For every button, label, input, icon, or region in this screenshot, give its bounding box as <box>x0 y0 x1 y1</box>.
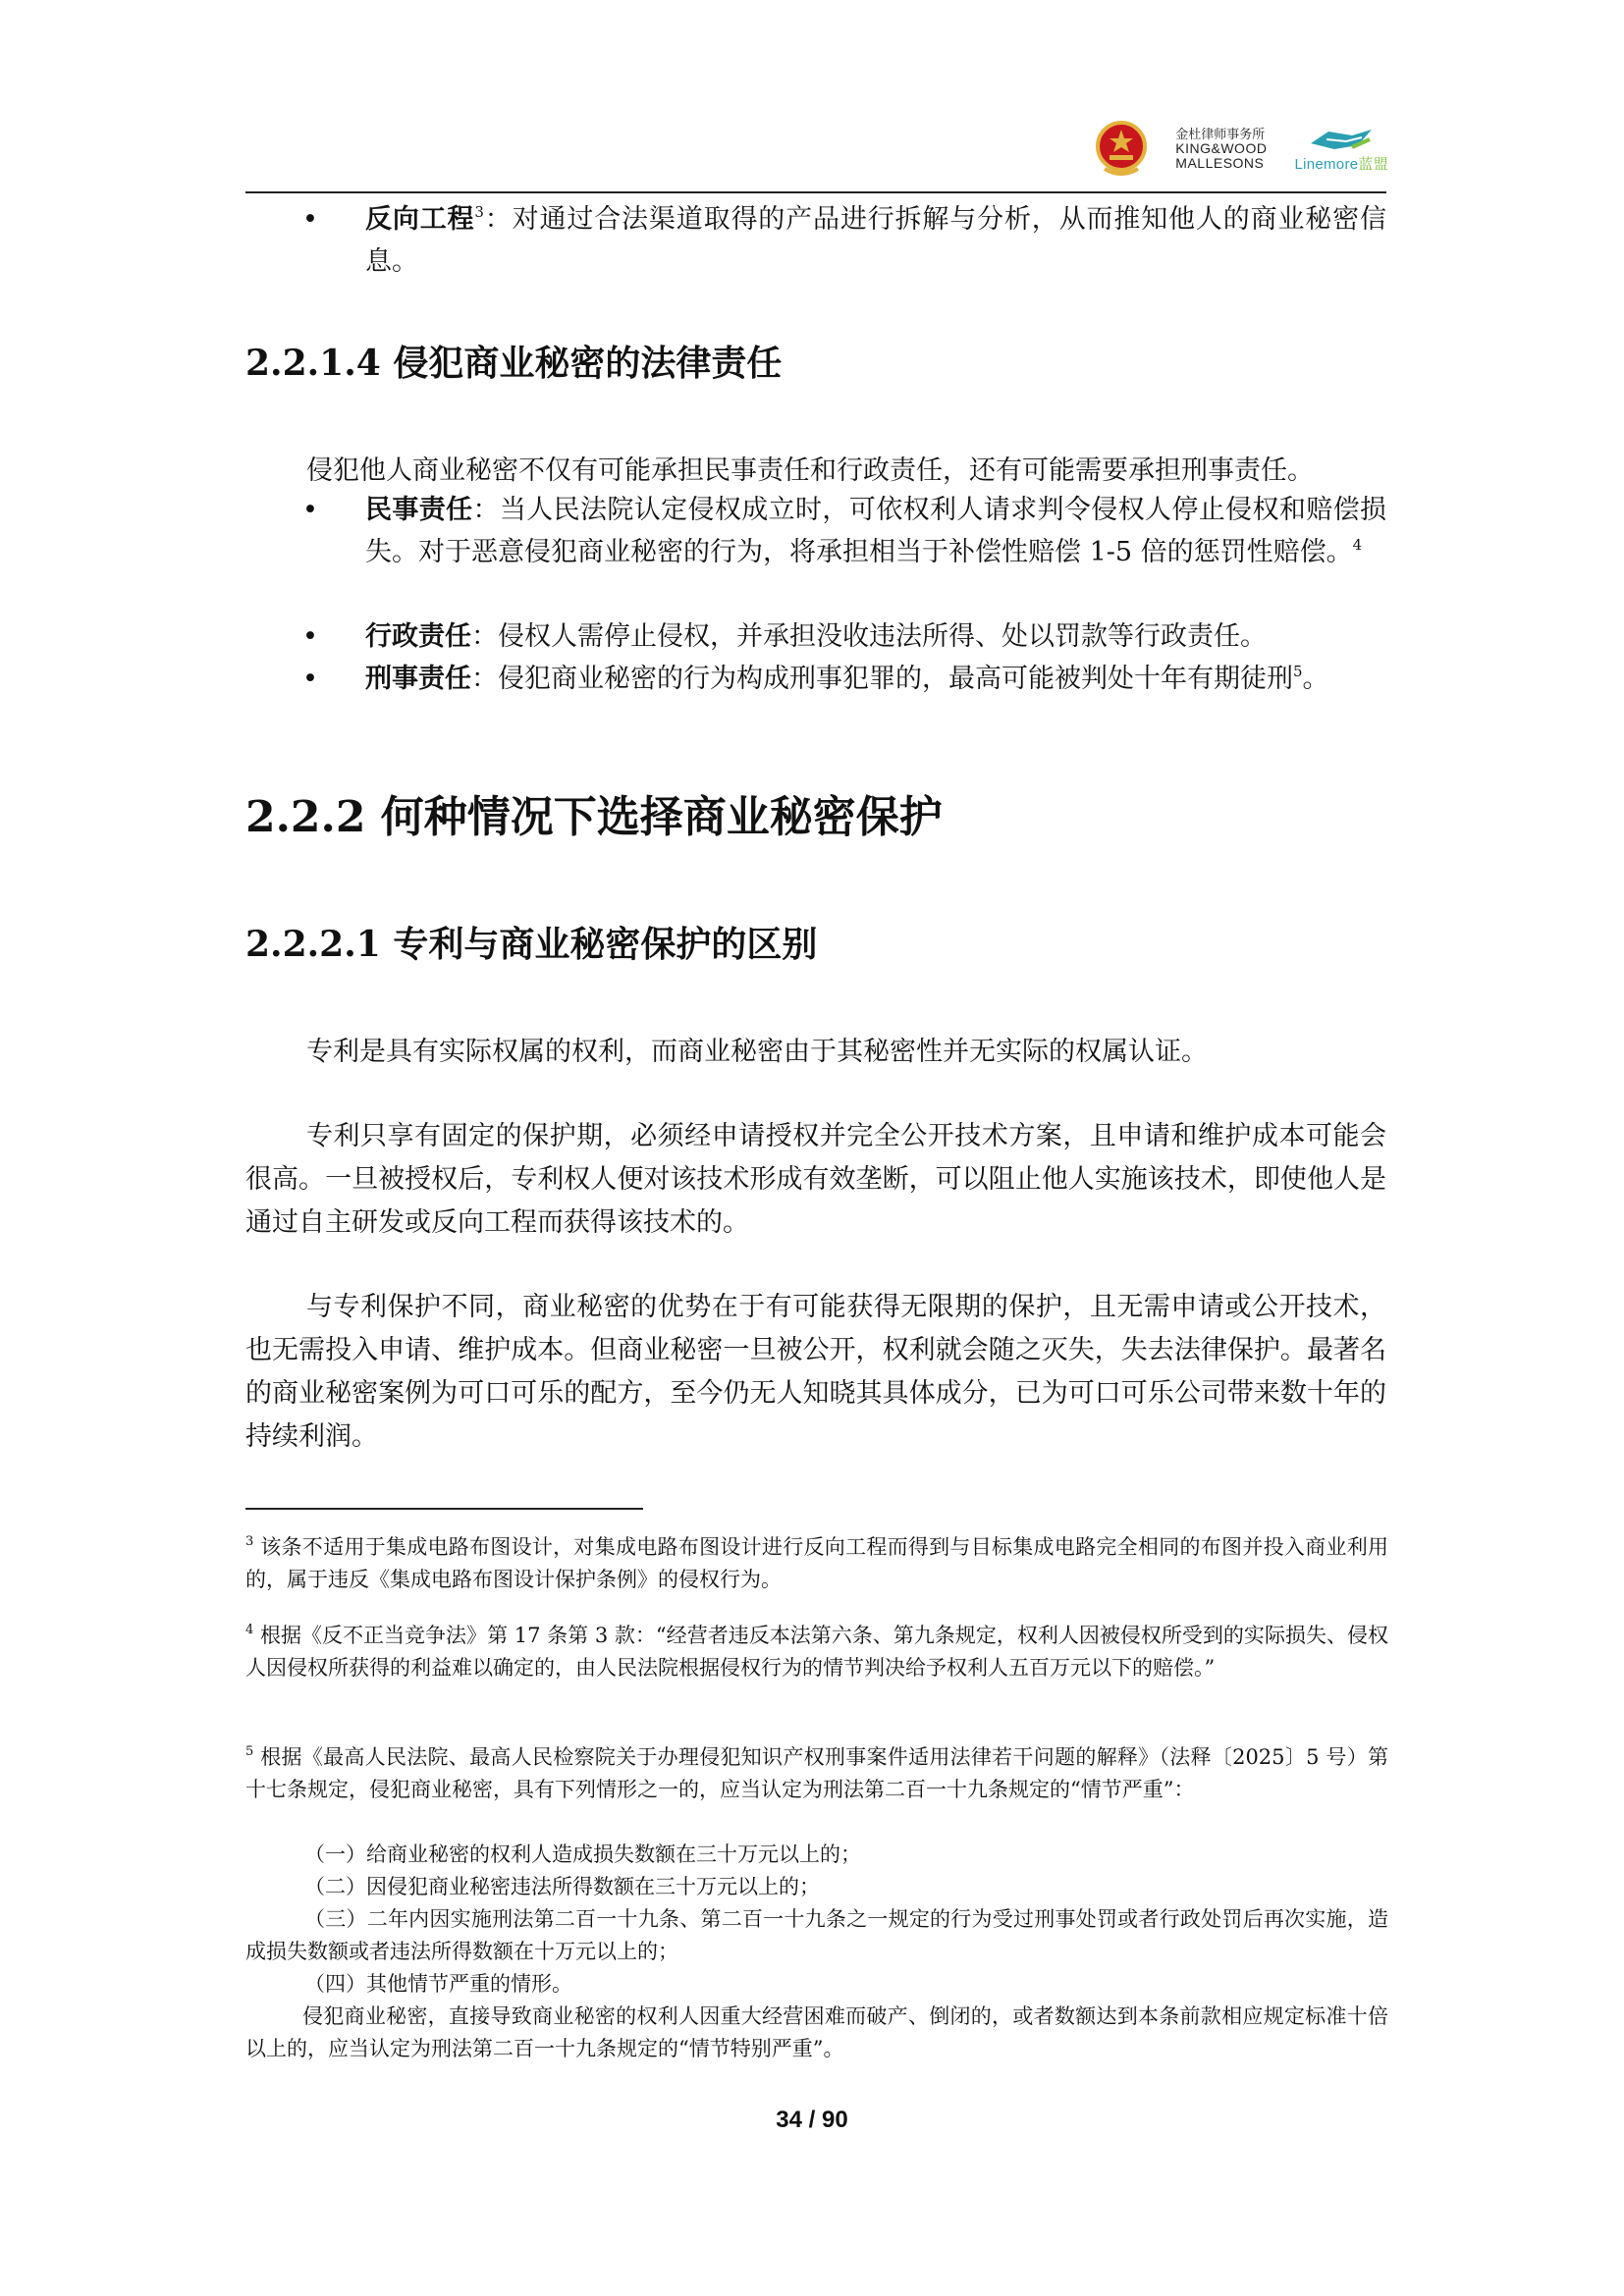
bullet-term: 行政责任 <box>365 621 471 652</box>
national-emblem-icon <box>1095 120 1148 179</box>
kwm-logo-en-1: KING&WOOD <box>1175 140 1268 157</box>
bullet-civil-liability <box>245 489 1386 573</box>
footnote-divider <box>245 1508 643 1510</box>
linemore-wordmark-cn: 蓝盟 <box>1358 155 1388 173</box>
paragraph-1: 专利是具有实际权属的权利，而商业秘密由于其秘密性并无实际的权属认证。 <box>306 1037 1208 1067</box>
bullet-term: 反向工程 <box>365 204 475 235</box>
bullet-text: ：当人民法院认定侵权成立时，可依权利人请求判令侵权人停止侵权和赔偿损失。对于恶意侵犯商业秘密的行为，将承担相当于补偿性赔偿 1-5 倍的惩罚性赔偿。 <box>365 495 1387 567</box>
header-divider <box>245 191 1386 193</box>
footnote-3 <box>245 1531 1388 1596</box>
paragraph-3: 与专利保护不同，商业秘密的优势在于有可能获得无限期的保护，且无需申请或公开技术，也无需投入申请、维护成本。但商业秘密一旦被公开，权利就会随之灭失，失去法律保护。最著名的商业秘密案例为可口可乐的配方，至今仍无人知晓其具体成分，已为可口可乐公司带来数十年的持续利润。 <box>245 1292 1386 1452</box>
bullet-term: 刑事责任 <box>365 664 471 694</box>
footnote-5-item-2: （二）因侵犯商业秘密违法所得数额在三十万元以上的； <box>304 1875 820 1898</box>
footnote-number: 5 <box>245 1744 254 1759</box>
bullet-dot: • <box>302 204 318 235</box>
bullet-text: ：对通过合法渠道取得的产品进行拆解与分析，从而推知他人的商业秘密信息。 <box>365 204 1387 277</box>
kwm-logo-cn: 金杜律师事务所 <box>1175 127 1266 142</box>
bullet-reverse-engineering <box>245 198 1386 283</box>
heading-2-2-2-1: 2.2.2.1 专利与商业秘密保护的区别 <box>245 924 818 965</box>
linemore-logo <box>1294 126 1388 174</box>
bullet-administrative-liability <box>245 615 1386 658</box>
footnote-4 <box>245 1620 1388 1684</box>
footnote-5-item-3: （三）二年内因实施刑法第二百一十九条、第二百一十九条之一规定的行为受过刑事处罚或者行政处罚后再次实施，造成损失数额或者违法所得数额在十万元以上的； <box>245 1907 1388 1963</box>
footnote-5 <box>245 1741 1388 1806</box>
paragraph-2: 专利只享有固定的保护期，必须经申请授权并完全公开技术方案，且申请和维护成本可能会很高。一旦被授权后，专利权人便对该技术形成有效垄断，可以阻止他人实施该技术，即使他人是通过自主研发或反向工程而获得该技术的。 <box>245 1121 1386 1238</box>
footnote-5-item-1: （一）给商业秘密的权利人造成损失数额在三十万元以上的； <box>304 1842 861 1866</box>
kwm-logo <box>1175 128 1267 170</box>
bullet-text: ：侵权人需停止侵权，并承担没收违法所得、处以罚款等行政责任。 <box>471 621 1267 652</box>
bullet-term: 民事责任 <box>365 495 473 525</box>
kwm-logo-en-2: MALLESONS <box>1175 154 1265 171</box>
bullet-dot: • <box>302 495 318 525</box>
linemore-wordmark: Linemore <box>1294 155 1359 173</box>
bullet-text-tail: 。 <box>1302 664 1329 694</box>
bullet-text: ：侵犯商业秘密的行为构成刑事犯罪的，最高可能被判处十年有期徒刑 <box>471 664 1293 694</box>
bullet-dot: • <box>302 664 318 694</box>
paragraph-intro: 侵犯他人商业秘密不仅有可能承担民事责任和行政责任，还有可能需要承担刑事责任。 <box>306 455 1314 486</box>
footnote-ref[interactable]: 4 <box>1352 536 1363 554</box>
footnote-text: 根据《最高人民法院、最高人民检察院关于办理侵犯知识产权刑事案件适用法律若干问题的解释》（法释〔2025〕5 号）第十七条规定，侵犯商业秘密，具有下列情形之一的，应当认定为刑法第二百一十九条规定的“情节严重”： <box>245 1745 1388 1801</box>
bullet-criminal-liability <box>245 658 1386 700</box>
linemore-mark-icon <box>1307 126 1376 153</box>
footnote-text: 根据《反不正当竞争法》第 17 条第 3 款：“经营者违反本法第六条、第九条规定，权利人因被侵权所受到的实际损失、侵权人因侵权所获得的利益难以确定的，由人民法院根据侵权行为的情节判决给予权利人五百万元以下的赔偿。” <box>245 1624 1388 1680</box>
footnote-ref[interactable]: 3 <box>474 203 484 221</box>
footnote-number: 3 <box>245 1534 254 1549</box>
bullet-dot: • <box>302 621 318 652</box>
footnote-text: 该条不适用于集成电路布图设计，对集成电路布图设计进行反向工程而得到与目标集成电路完全相同的布图并投入商业利用的，属于违反《集成电路布图设计保护条例》的侵权行为。 <box>245 1535 1388 1591</box>
heading-2-2-2: 2.2.2 何种情况下选择商业秘密保护 <box>245 792 943 842</box>
page-number: 34 / 90 <box>776 2107 848 2133</box>
footnote-5-item-4: （四）其他情节严重的情形。 <box>304 1972 572 1996</box>
footnote-number: 4 <box>245 1623 254 1637</box>
footnote-5-tail: 侵犯商业秘密，直接导致商业秘密的权利人因重大经营困难而破产、倒闭的，或者数额达到本条前款相应规定标准十倍以上的，应当认定为刑法第二百一十九条规定的“情节特别严重”。 <box>245 2004 1388 2060</box>
footnote-ref[interactable]: 5 <box>1293 663 1303 680</box>
heading-2-2-1-4: 2.2.1.4 侵犯商业秘密的法律责任 <box>245 343 783 384</box>
header-logos <box>1095 120 1388 179</box>
